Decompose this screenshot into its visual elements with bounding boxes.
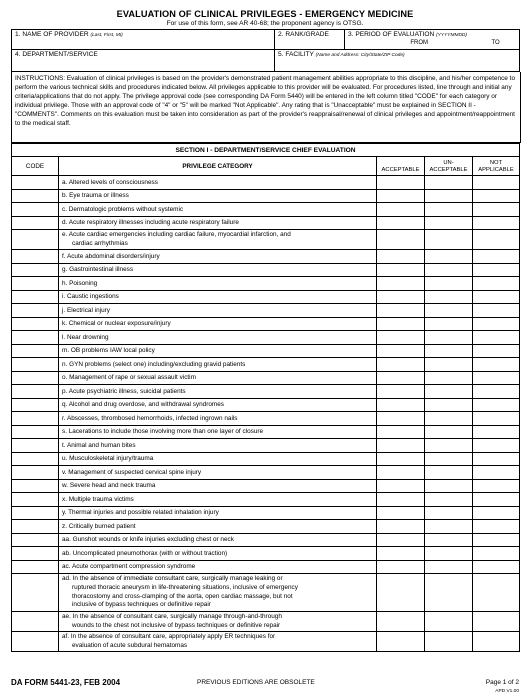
privilege-category-cell [59,358,377,372]
provider-name-hint: (Last, First, MI) [90,33,123,38]
acceptable-cell[interactable] [377,631,425,651]
not-applicable-cell[interactable] [473,493,520,507]
unacceptable-cell[interactable] [425,560,473,574]
unacceptable-cell[interactable] [425,371,473,385]
not-applicable-cell[interactable] [473,547,520,561]
not-applicable-cell[interactable] [473,290,520,304]
acceptable-cell[interactable] [377,371,425,385]
privilege-label: o. Management of rape or sexual assault victim [62,374,196,382]
privilege-label: u. Musculoskeletal injury/trauma [62,455,154,463]
privilege-label: h. Poisoning [62,279,98,287]
code-cell[interactable] [12,189,59,203]
code-cell[interactable] [12,250,59,264]
unacceptable-cell[interactable] [425,412,473,426]
period-of-evaluation-field[interactable] [345,30,520,50]
not-applicable-cell[interactable] [473,506,520,520]
acceptable-cell[interactable] [377,358,425,372]
table-row [12,189,520,203]
code-cell[interactable] [12,425,59,439]
code-cell[interactable] [12,533,59,547]
code-cell[interactable] [12,479,59,493]
privilege-category-cell [59,371,377,385]
acceptable-cell[interactable] [377,611,425,631]
privilege-category-cell [59,479,377,493]
privilege-category-cell [59,398,377,412]
unacceptable-cell[interactable] [425,331,473,345]
period-to-label: TO [491,40,500,46]
unacceptable-cell[interactable] [425,506,473,520]
code-cell[interactable] [12,277,59,291]
privilege-category-cell [59,304,377,318]
privilege-category-cell [59,493,377,507]
privilege-label: m. OB problems IAW local policy [62,347,155,355]
privilege-category-cell [59,466,377,480]
not-applicable-cell[interactable] [473,466,520,480]
code-cell[interactable] [12,203,59,217]
rank-grade-field[interactable] [275,30,345,50]
code-cell[interactable] [12,317,59,331]
privilege-category-cell [59,263,377,277]
not-applicable-cell[interactable] [473,230,520,250]
privilege-label: g. Gastrointestinal illness [62,266,134,274]
unacceptable-cell[interactable] [425,452,473,466]
form-title: EVALUATION OF CLINICAL PRIVILEGES - EMERGENCY MEDICINE [116,9,414,19]
acceptable-cell[interactable] [377,331,425,345]
not-applicable-cell[interactable] [473,176,520,190]
privilege-label: x. Multiple trauma victims [62,495,134,503]
privilege-category-cell [59,631,377,651]
acceptable-cell[interactable] [377,560,425,574]
privilege-label-continued: wounds to the chest not inclusive of bypass techniques or definitive repair [72,621,281,629]
not-applicable-cell[interactable] [473,452,520,466]
privilege-label: d. Acute respiratory illnesses including acute respiratory failure [62,219,239,226]
privilege-label: aa. Gunshot wounds or knife injuries excluding chest or neck [62,536,234,544]
table-row [12,574,520,612]
privilege-category-cell [59,452,377,466]
not-applicable-cell[interactable] [473,371,520,385]
facility-hint: (Name and Address: City/State/ZIP Code) [315,53,405,58]
code-cell[interactable] [12,466,59,480]
privilege-category-cell [59,574,377,612]
not-applicable-cell[interactable] [473,398,520,412]
table-row [12,290,520,304]
table-row [12,385,520,399]
table-row [12,479,520,493]
department-service-label: 4. DEPARTMENT/SERVICE [15,51,98,58]
not-applicable-cell[interactable] [473,631,520,651]
unacceptable-cell[interactable] [425,611,473,631]
privilege-rows [12,176,520,652]
unacceptable-cell[interactable] [425,479,473,493]
table-row [12,250,520,264]
not-applicable-cell[interactable] [473,189,520,203]
privilege-label: p. Acute psychiatric illness, suicidal patients [62,387,186,395]
privilege-category-cell [59,277,377,291]
acceptable-cell[interactable] [377,466,425,480]
code-cell[interactable] [12,547,59,561]
acceptable-cell[interactable] [377,317,425,331]
table-row [12,533,520,547]
not-applicable-cell[interactable] [473,412,520,426]
not-applicable-cell[interactable] [473,304,520,318]
acceptable-cell[interactable] [377,304,425,318]
privilege-category-cell [59,189,377,203]
table-row [12,466,520,480]
code-cell[interactable] [12,560,59,574]
privilege-category-cell [59,344,377,358]
code-cell[interactable] [12,574,59,612]
privilege-label: c. Dermatologic problems without systemic [62,205,184,213]
acceptable-cell[interactable] [377,425,425,439]
table-row [12,371,520,385]
not-applicable-cell[interactable] [473,560,520,574]
table-row [12,425,520,439]
code-cell[interactable] [12,331,59,345]
table-row [12,506,520,520]
not-applicable-cell[interactable] [473,533,520,547]
col-acceptable: ACCEPTABLE [377,157,425,176]
unacceptable-cell[interactable] [425,290,473,304]
code-cell[interactable] [12,216,59,230]
apd-version: APD V1.00 [495,689,519,694]
table-row [12,176,520,190]
table-row [12,277,520,291]
table-row [12,560,520,574]
privilege-label-continued: cardiac arrhythmias [72,239,128,247]
privilege-label: ab. Uncomplicated pneumothorax (with or without traction) [62,549,228,557]
unacceptable-cell[interactable] [425,358,473,372]
table-row [12,331,520,345]
unacceptable-cell[interactable] [425,203,473,217]
page-number: Page 1 of 2 [485,679,519,686]
col-privilege-category: PRIVILEGE CATEGORY [59,157,377,176]
privilege-label: ad. In the absence of immediate consultant care, surgically manage leaking or [62,575,283,583]
col-unacceptable: UN- ACCEPTABLE [425,157,473,176]
not-applicable-cell[interactable] [473,425,520,439]
table-row [12,520,520,534]
privilege-category-cell [59,317,377,331]
privilege-label-continued: ruptured thoracic aneurysm in life-threatening situations, inclusive of emergency [72,583,298,591]
not-applicable-cell[interactable] [473,439,520,453]
code-cell[interactable] [12,520,59,534]
privilege-label: t. Animal and human bites [62,441,136,449]
provider-info-table [11,29,520,72]
privilege-label-continued: thoracostomy and cross-clamping of the aorta, open cardiac massage, but not [72,592,293,600]
unacceptable-cell[interactable] [425,263,473,277]
table-row [12,263,520,277]
not-applicable-cell[interactable] [473,250,520,264]
unacceptable-cell[interactable] [425,176,473,190]
privilege-category-cell [59,385,377,399]
code-cell[interactable] [12,290,59,304]
privilege-label: l. Near drowning [62,333,109,341]
rank-grade-label: 2. RANK/GRADE [278,31,329,38]
unacceptable-cell[interactable] [425,547,473,561]
acceptable-cell[interactable] [377,203,425,217]
table-row [12,344,520,358]
code-cell[interactable] [12,398,59,412]
unacceptable-cell[interactable] [425,533,473,547]
not-applicable-cell[interactable] [473,344,520,358]
not-applicable-cell[interactable] [473,331,520,345]
unacceptable-cell[interactable] [425,398,473,412]
acceptable-cell[interactable] [377,230,425,250]
privilege-label: y. Thermal injuries and possible related inhalation injury [62,509,219,517]
acceptable-cell[interactable] [377,574,425,612]
unacceptable-cell[interactable] [425,189,473,203]
code-cell[interactable] [12,344,59,358]
acceptable-cell[interactable] [377,216,425,230]
unacceptable-cell[interactable] [425,425,473,439]
privileges-table [11,143,520,652]
privilege-category-cell [59,439,377,453]
unacceptable-cell[interactable] [425,250,473,264]
acceptable-cell[interactable] [377,520,425,534]
not-applicable-cell[interactable] [473,520,520,534]
period-label: 3. PERIOD OF EVALUATION [348,31,435,38]
acceptable-cell[interactable] [377,479,425,493]
acceptable-cell[interactable] [377,533,425,547]
code-cell[interactable] [12,358,59,372]
acceptable-cell[interactable] [377,412,425,426]
privilege-category-cell [59,533,377,547]
table-row [12,452,520,466]
unacceptable-cell[interactable] [425,520,473,534]
code-cell[interactable] [12,385,59,399]
unacceptable-cell[interactable] [425,439,473,453]
privilege-category-cell [59,290,377,304]
acceptable-cell[interactable] [377,250,425,264]
privilege-label: b. Eye trauma or illness [62,192,129,199]
privilege-label-continued: inclusive of bypass techniques or definitive repair [72,601,211,609]
privilege-category-cell [59,203,377,217]
col-not-applicable: NOT APPLICABLE [473,157,520,176]
privilege-label: n. GYN problems (select one) including/excluding gravid patients [62,360,246,368]
period-hint: (YYYYMMDD) [436,33,467,38]
table-row [12,216,520,230]
previous-editions-note: PREVIOUS EDITIONS ARE OBSOLETE [197,679,315,686]
privilege-category-cell [59,506,377,520]
not-applicable-cell[interactable] [473,358,520,372]
privilege-category-cell [59,250,377,264]
privilege-category-cell [59,331,377,345]
not-applicable-cell[interactable] [473,479,520,493]
acceptable-cell[interactable] [377,547,425,561]
table-row [12,317,520,331]
privilege-category-cell [59,176,377,190]
table-row [12,398,520,412]
privilege-label: v. Management of suspected cervical spine injury [62,468,202,476]
privilege-label: z. Critically burned patient [62,522,136,530]
period-from-label: FROM [410,40,428,46]
acceptable-cell[interactable] [377,493,425,507]
not-applicable-cell[interactable] [473,385,520,399]
table-row [12,230,520,250]
code-cell[interactable] [12,304,59,318]
privilege-label: k. Chemical or nuclear exposure/injury [62,320,171,328]
table-row [12,493,520,507]
privilege-label: i. Caustic ingestions [62,293,119,301]
acceptable-cell[interactable] [377,439,425,453]
unacceptable-cell[interactable] [425,304,473,318]
privilege-category-cell [59,230,377,250]
acceptable-cell[interactable] [377,452,425,466]
acceptable-cell[interactable] [377,189,425,203]
provider-name-label: 1. NAME OF PROVIDER [15,31,89,38]
unacceptable-cell[interactable] [425,317,473,331]
code-cell[interactable] [12,230,59,250]
acceptable-cell[interactable] [377,385,425,399]
section-title: SECTION I - DEPARTMENT/SERVICE CHIEF EVALUATION [12,144,520,157]
acceptable-cell[interactable] [377,263,425,277]
unacceptable-cell[interactable] [425,493,473,507]
unacceptable-cell[interactable] [425,277,473,291]
privilege-label: f. Acute abdominal disorders/injury [62,252,160,260]
form-id: DA FORM 5441-23, FEB 2004 [11,678,121,687]
unacceptable-cell[interactable] [425,344,473,358]
unacceptable-cell[interactable] [425,466,473,480]
facility-field[interactable] [275,50,520,72]
privilege-label: ae. In the absence of consultant care, surgically manage through-and-through [62,612,282,620]
form-page [11,9,519,652]
unacceptable-cell[interactable] [425,574,473,612]
code-cell[interactable] [12,506,59,520]
table-row [12,304,520,318]
instructions-text: INSTRUCTIONS: Evaluation of clinical privileges is based on the provider's demonstrated patient management abilities appropriate to this discipline, and his/her competence to perform the various technical skills and procedures indicated below. All privileges applicable to this provider will be evaluated. For procedures listed, line through and initial any criteria/applications that do not apply. The privilege approval code (see corresponding DA Form 5440) will be entered in the left column titled "CODE" for each category or individual privilege. Those with an approval code of "4" or "5" will be marked "Not Applicable". Any rating that is "Unacceptable" must be explained in SECTION II - "COMMENTS". Comments on this evaluation must be taken into consideration as part of the provider's reappraisal/renewal of clinical privileges and appointment/reappointment to the medical staff. [15,75,516,127]
provider-name-field[interactable] [12,30,275,50]
privilege-label: e. Acute cardiac emergencies including cardiac failure, myocardial infarction, and [62,231,291,238]
not-applicable-cell[interactable] [473,263,520,277]
privilege-category-cell [59,216,377,230]
privilege-category-cell [59,547,377,561]
not-applicable-cell[interactable] [473,216,520,230]
acceptable-cell[interactable] [377,277,425,291]
acceptable-cell[interactable] [377,506,425,520]
acceptable-cell[interactable] [377,398,425,412]
code-cell[interactable] [12,263,59,277]
unacceptable-cell[interactable] [425,216,473,230]
code-cell[interactable] [12,439,59,453]
privilege-label: w. Severe head and neck trauma [62,482,156,490]
privilege-category-cell [59,611,377,631]
table-row [12,611,520,631]
code-cell[interactable] [12,412,59,426]
privilege-label: af. In the absence of consultant care, appropriately apply ER techniques for [62,632,276,640]
table-row [12,203,520,217]
code-cell[interactable] [12,493,59,507]
code-cell[interactable] [12,631,59,651]
privilege-label: ac. Acute compartment compression syndrome [62,563,196,571]
privilege-label-continued: evaluation of acute subdural hematomas [72,641,188,649]
privilege-category-cell [59,425,377,439]
code-cell[interactable] [12,452,59,466]
table-row [12,439,520,453]
privilege-label: r. Abscesses, thrombosed hemorrhoids, infected ingrown nails [62,414,238,422]
privilege-category-cell [59,560,377,574]
code-cell[interactable] [12,371,59,385]
privilege-label: j. Electrical injury [62,306,110,314]
not-applicable-cell[interactable] [473,317,520,331]
not-applicable-cell[interactable] [473,277,520,291]
col-code: CODE [12,157,59,176]
not-applicable-cell[interactable] [473,574,520,612]
unacceptable-cell[interactable] [425,230,473,250]
unacceptable-cell[interactable] [425,385,473,399]
instructions-block [11,72,521,143]
privilege-label: q. Alcohol and drug overdose, and withdrawal syndromes [62,401,224,409]
code-cell[interactable] [12,611,59,631]
acceptable-cell[interactable] [377,290,425,304]
not-applicable-cell[interactable] [473,203,520,217]
table-row [12,631,520,651]
facility-label: 5. FACILITY [278,51,314,58]
code-cell[interactable] [12,176,59,190]
privilege-label: a. Altered levels of consciousness [62,178,158,186]
table-row [12,412,520,426]
department-service-field[interactable] [12,50,275,72]
privilege-category-cell [59,412,377,426]
acceptable-cell[interactable] [377,344,425,358]
form-subtitle: For use of this form, see AR 40-68; the proponent agency is OTSG. [166,20,364,27]
unacceptable-cell[interactable] [425,631,473,651]
privilege-label: s. Lacerations to include those involving more than one layer of closure [62,428,264,436]
privilege-category-cell [59,520,377,534]
table-row [12,547,520,561]
not-applicable-cell[interactable] [473,611,520,631]
acceptable-cell[interactable] [377,176,425,190]
table-row [12,358,520,372]
